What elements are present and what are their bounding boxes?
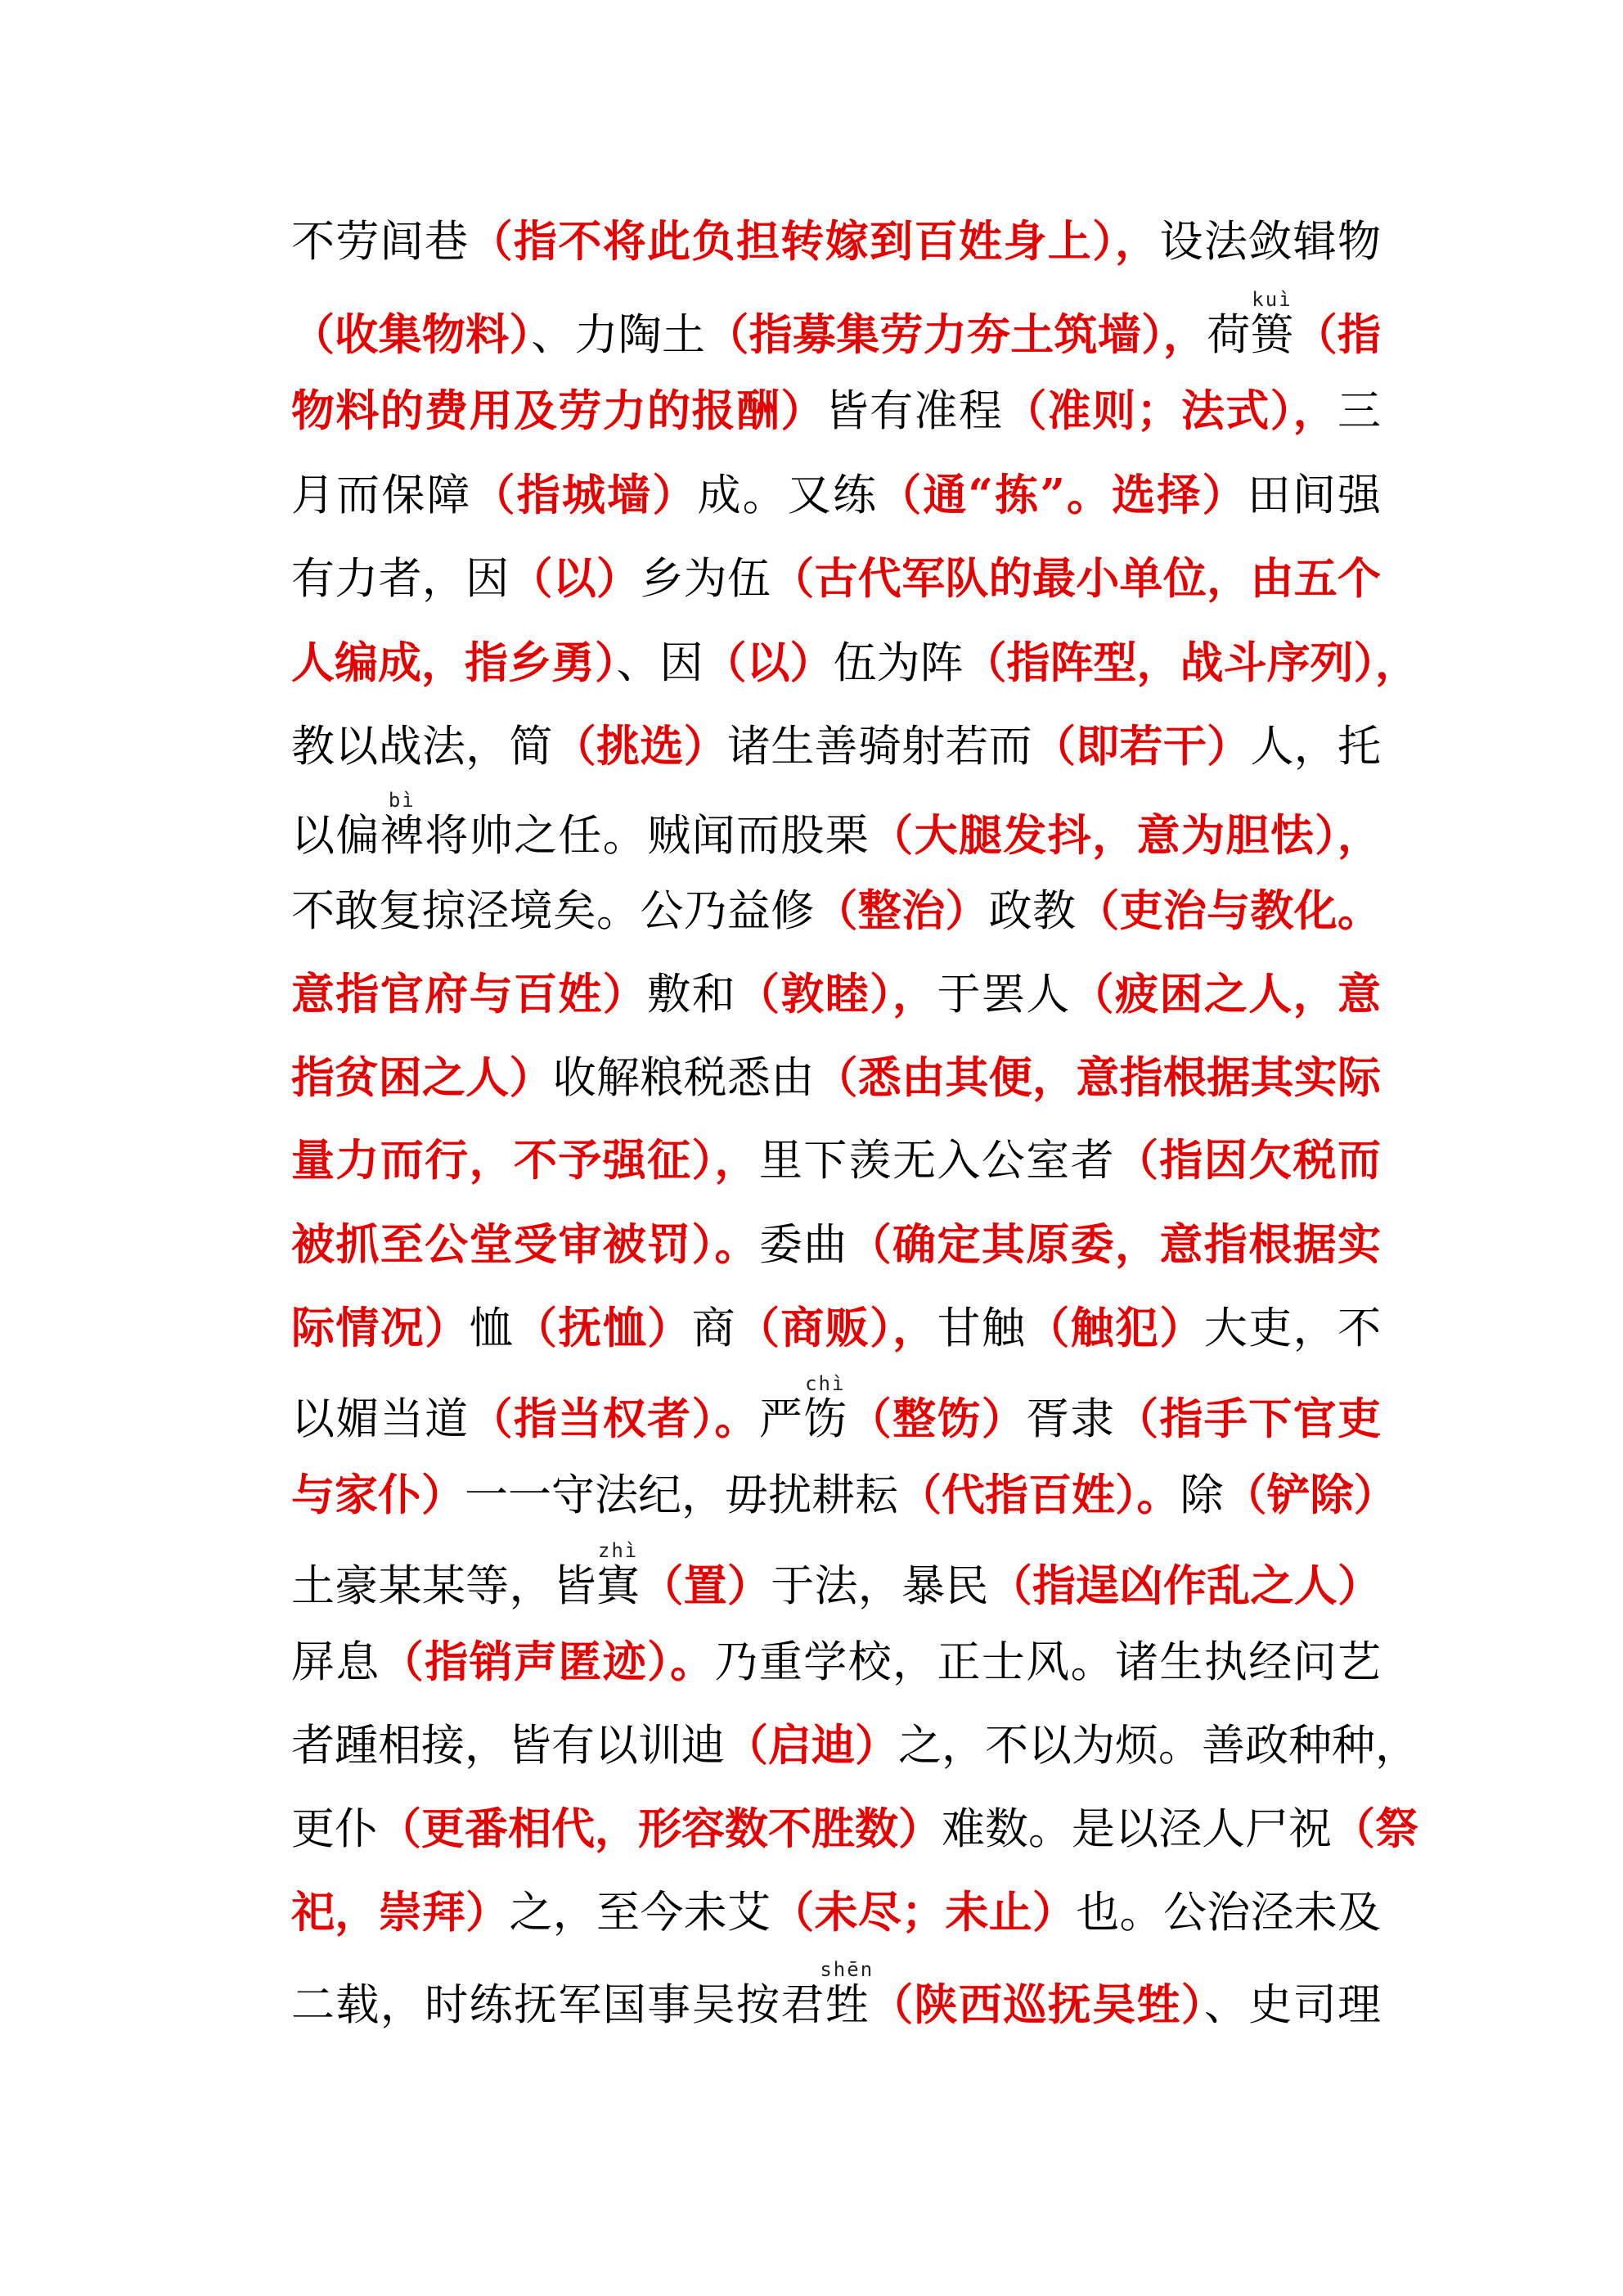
annotation-text: （陕西巡抚吴甡） [868, 1979, 1204, 2030]
annotation-text: 物料的费用及劳力的报酬） [291, 385, 825, 436]
original-text: 于罢人 [937, 970, 1071, 1020]
pinyin-annotation: shēn [820, 1958, 874, 1981]
original-text: 人，托 [1250, 722, 1382, 772]
original-text: 恤 [469, 1303, 514, 1353]
original-text: 乡为伍 [640, 554, 771, 604]
original-text: 屏息 [291, 1637, 380, 1687]
original-text: 难数。是以泾人尸祝 [942, 1804, 1332, 1854]
original-text: 乃重学校，正士风。诸生执经问艺 [714, 1637, 1382, 1687]
original-text: 于法，暴民 [771, 1561, 989, 1611]
text-line [291, 205, 1381, 278]
annotation-text: （敦睦）， [735, 969, 937, 1020]
annotation-text: （更番相代，形容数不胜数） [378, 1803, 942, 1854]
original-text: 甘触 [937, 1303, 1027, 1353]
text-line [291, 1291, 1381, 1365]
annotation-text: （指因欠税而 [1115, 1135, 1382, 1186]
annotation-text: （指阵型，战斗序列）， [963, 637, 1418, 688]
original-text: 之，不以为烦。善政种种， [898, 1721, 1418, 1771]
annotation-text: （确定其原委，意指根据实 [847, 1219, 1382, 1270]
original-text: 以媚当道 [291, 1394, 470, 1444]
annotated-character [596, 1539, 641, 1611]
text-line [291, 1539, 1382, 1615]
text-line [291, 290, 1381, 364]
annotation-text: （即若干） [1032, 721, 1251, 772]
original-text: 二载，时练抚军国事吴按君 [291, 1980, 825, 2030]
original-text: 皆有准程 [825, 386, 1004, 436]
annotation-text: （整饬） [847, 1393, 1027, 1444]
text-line [291, 458, 1381, 532]
text-line [291, 374, 1381, 448]
text-line [291, 957, 1381, 1031]
annotation-text: （大腿发抖，意为胆怯）， [870, 810, 1382, 861]
annotation-text: 祀，崇拜） [291, 1887, 510, 1938]
original-text: 、史司理 [1203, 1980, 1381, 2030]
text-line [291, 1372, 1382, 1448]
annotated-character [1250, 288, 1294, 360]
annotation-text: （触犯） [1026, 1303, 1204, 1353]
text-line [291, 1041, 1381, 1114]
original-text: 之，至今未艾 [509, 1888, 771, 1938]
original-text: 严 [758, 1394, 804, 1444]
annotation-text: （通“拣”。选择） [878, 470, 1248, 520]
text-line [291, 1208, 1381, 1281]
annotation-text: （置） [640, 1560, 771, 1611]
text-line [291, 791, 1381, 865]
annotation-text: （准则；法式）， [1003, 385, 1338, 436]
original-text: 更仆 [291, 1804, 378, 1854]
text-line [291, 1958, 1381, 2034]
text-line [291, 709, 1381, 783]
annotation-text: （指逞凶作乱之人） [988, 1560, 1382, 1611]
original-text: 委曲 [758, 1220, 848, 1270]
annotation-text: （指当权者）。 [469, 1393, 759, 1444]
annotation-text: （悉由其便，意指根据其实际 [814, 1052, 1381, 1103]
ruby-base: 饬 [803, 1394, 848, 1444]
original-text: 土豪某某等，皆 [291, 1561, 597, 1611]
annotation-text: 人编成，指乡勇） [291, 637, 617, 688]
original-text: 田间强 [1247, 470, 1382, 520]
pinyin-annotation: kuì [1250, 288, 1294, 311]
annotation-text: （商贩）， [736, 1303, 937, 1353]
annotation-text: （祭 [1332, 1803, 1418, 1854]
text-line [291, 626, 1418, 700]
annotation-text: （指销声匿迹）。 [380, 1636, 715, 1687]
annotation-text: （整治） [814, 885, 989, 936]
original-text: 、因 [616, 638, 704, 688]
original-text: 不劳闾巷 [291, 217, 470, 267]
original-text: 教以战法，简 [291, 722, 553, 772]
original-text: 设法敛辑物 [1159, 217, 1382, 267]
annotation-text: 与家仆） [291, 1470, 465, 1520]
annotated-character [803, 1372, 848, 1444]
original-text: 商 [691, 1303, 736, 1353]
text-line [291, 1458, 1397, 1532]
original-text: 政教 [988, 886, 1077, 936]
text-line [291, 1708, 1418, 1782]
text-line [291, 542, 1381, 615]
original-text: 胥隶 [1026, 1394, 1116, 1444]
original-text: 里下羡无入公室者 [758, 1136, 1116, 1186]
annotation-text: （以） [509, 553, 641, 604]
ruby-base: 篑 [1250, 310, 1294, 360]
text-line [291, 874, 1381, 948]
original-text: 大吏，不 [1203, 1303, 1382, 1353]
text-line [291, 1875, 1381, 1949]
annotation-text: （古代军队的最小单位，由五个 [771, 553, 1382, 604]
annotation-text: （指 [1293, 309, 1382, 360]
text-line [291, 1792, 1418, 1866]
pinyin-annotation: zhì [596, 1539, 641, 1562]
original-text: 将帅之任。贼闻而股栗 [425, 811, 870, 861]
original-text: 月而保障 [291, 470, 472, 520]
original-text: 有力者，因 [291, 554, 510, 604]
annotation-text: （铲除） [1223, 1470, 1397, 1520]
annotation-text: （指城墙） [471, 470, 698, 520]
ruby-base: 甡 [820, 1980, 874, 2030]
original-text: 荷 [1207, 310, 1251, 360]
annotated-character [820, 1958, 874, 2030]
text-line [291, 1123, 1381, 1197]
annotation-text: （抚恤） [514, 1303, 692, 1353]
annotation-text: 量力而行，不予强征）， [291, 1135, 759, 1186]
original-text: 不敢复掠泾境矣。公乃益修 [291, 886, 815, 936]
annotated-character [380, 789, 425, 861]
ruby-base: 裨 [380, 811, 425, 861]
annotation-text: （启迪） [725, 1720, 898, 1771]
annotation-text: 际情况） [291, 1303, 470, 1353]
original-text: 诸生善骑射若而 [726, 722, 1032, 772]
original-text: 除 [1180, 1470, 1224, 1520]
annotation-text: 指贫困之人） [291, 1052, 553, 1103]
original-text: 三 [1338, 386, 1382, 436]
original-text: 以偏 [291, 811, 380, 861]
annotation-text: （指不将此负担转嫁到百姓身上）， [469, 216, 1160, 267]
ruby-base: 寘 [596, 1561, 641, 1611]
original-text: 伍为阵 [833, 638, 964, 688]
annotation-text: （吏治与教化。 [1076, 885, 1382, 936]
annotation-text: （指募集劳力夯土筑墙）， [705, 309, 1207, 360]
annotation-text: 被抓至公堂受审被罚）。 [291, 1219, 759, 1270]
original-text: 一一守法纪，毋扰耕耘 [465, 1470, 898, 1520]
original-text: 收解粮税悉由 [552, 1053, 815, 1103]
annotation-text: （未尽；未止） [771, 1887, 1077, 1938]
annotation-text: 意指官府与百姓） [291, 969, 648, 1020]
annotation-text: （疲困之人，意 [1070, 969, 1382, 1020]
original-text: 成。又练 [697, 470, 879, 520]
original-text: 、力陶土 [531, 310, 706, 360]
original-text: 也。公治泾未及 [1076, 1888, 1382, 1938]
annotation-text: （代指百姓）。 [898, 1470, 1180, 1520]
annotation-text: （收集物料） [291, 309, 532, 360]
text-line [291, 1625, 1381, 1699]
annotation-text: （指手下官吏 [1115, 1393, 1382, 1444]
annotation-text: （挑选） [552, 721, 727, 772]
pinyin-annotation: chì [803, 1372, 847, 1395]
original-text: 者踵相接，皆有以训迪 [291, 1721, 725, 1771]
pinyin-annotation: bì [380, 789, 424, 812]
original-text: 敷和 [647, 970, 736, 1020]
annotation-text: （以） [703, 637, 834, 688]
